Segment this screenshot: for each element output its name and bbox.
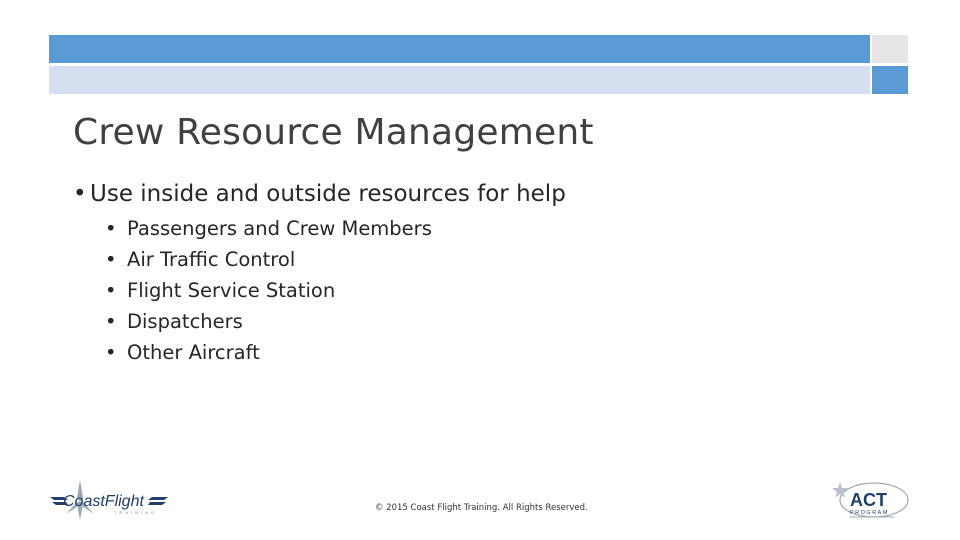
sub-bullet-item <box>105 306 566 337</box>
logo-left-text: CoastFlight <box>63 493 144 510</box>
sub-bullet-item <box>105 244 566 275</box>
coast-flight-logo <box>48 476 170 522</box>
sub-bullet-item <box>105 275 566 306</box>
sub-bullet-item <box>105 337 566 368</box>
bullet-glyph: • <box>105 310 117 333</box>
logo-left-subtext: TRAINING <box>114 510 158 515</box>
sub-bullet-text: Passengers and Crew Members <box>127 217 432 240</box>
sub-bullet-list <box>105 213 566 368</box>
bullet-main-text: Use inside and outside resources for help <box>90 181 566 207</box>
header-bar-bottom-side <box>872 66 908 94</box>
header-bar-top <box>49 35 870 63</box>
sub-bullet-text: Other Aircraft <box>127 341 260 364</box>
copyright-footer: © 2015 Coast Flight Training. All Rights Reserved. <box>375 503 588 513</box>
bullet-glyph: • <box>105 217 117 240</box>
bullet-glyph: • <box>105 279 117 302</box>
sub-bullet-text: Flight Service Station <box>127 279 336 302</box>
bullet-list <box>73 180 566 368</box>
bullet-main <box>73 180 566 209</box>
act-program-logo <box>830 476 912 522</box>
bullet-glyph: • <box>105 341 117 364</box>
header-bar-top-side <box>872 35 908 63</box>
bullet-glyph: • <box>73 181 87 207</box>
sub-bullet-text: Dispatchers <box>127 310 243 333</box>
wing-right-icon <box>148 497 168 500</box>
bullet-glyph: • <box>105 248 117 271</box>
slide-title: Crew Resource Management <box>73 112 594 153</box>
sub-bullet-text: Air Traffic Control <box>127 248 296 271</box>
sub-bullet-item <box>105 213 566 244</box>
logo-right-text: ACT <box>850 490 887 510</box>
logo-right-subtext: PROGRAM <box>850 510 889 516</box>
header-bar-bottom <box>49 66 870 94</box>
